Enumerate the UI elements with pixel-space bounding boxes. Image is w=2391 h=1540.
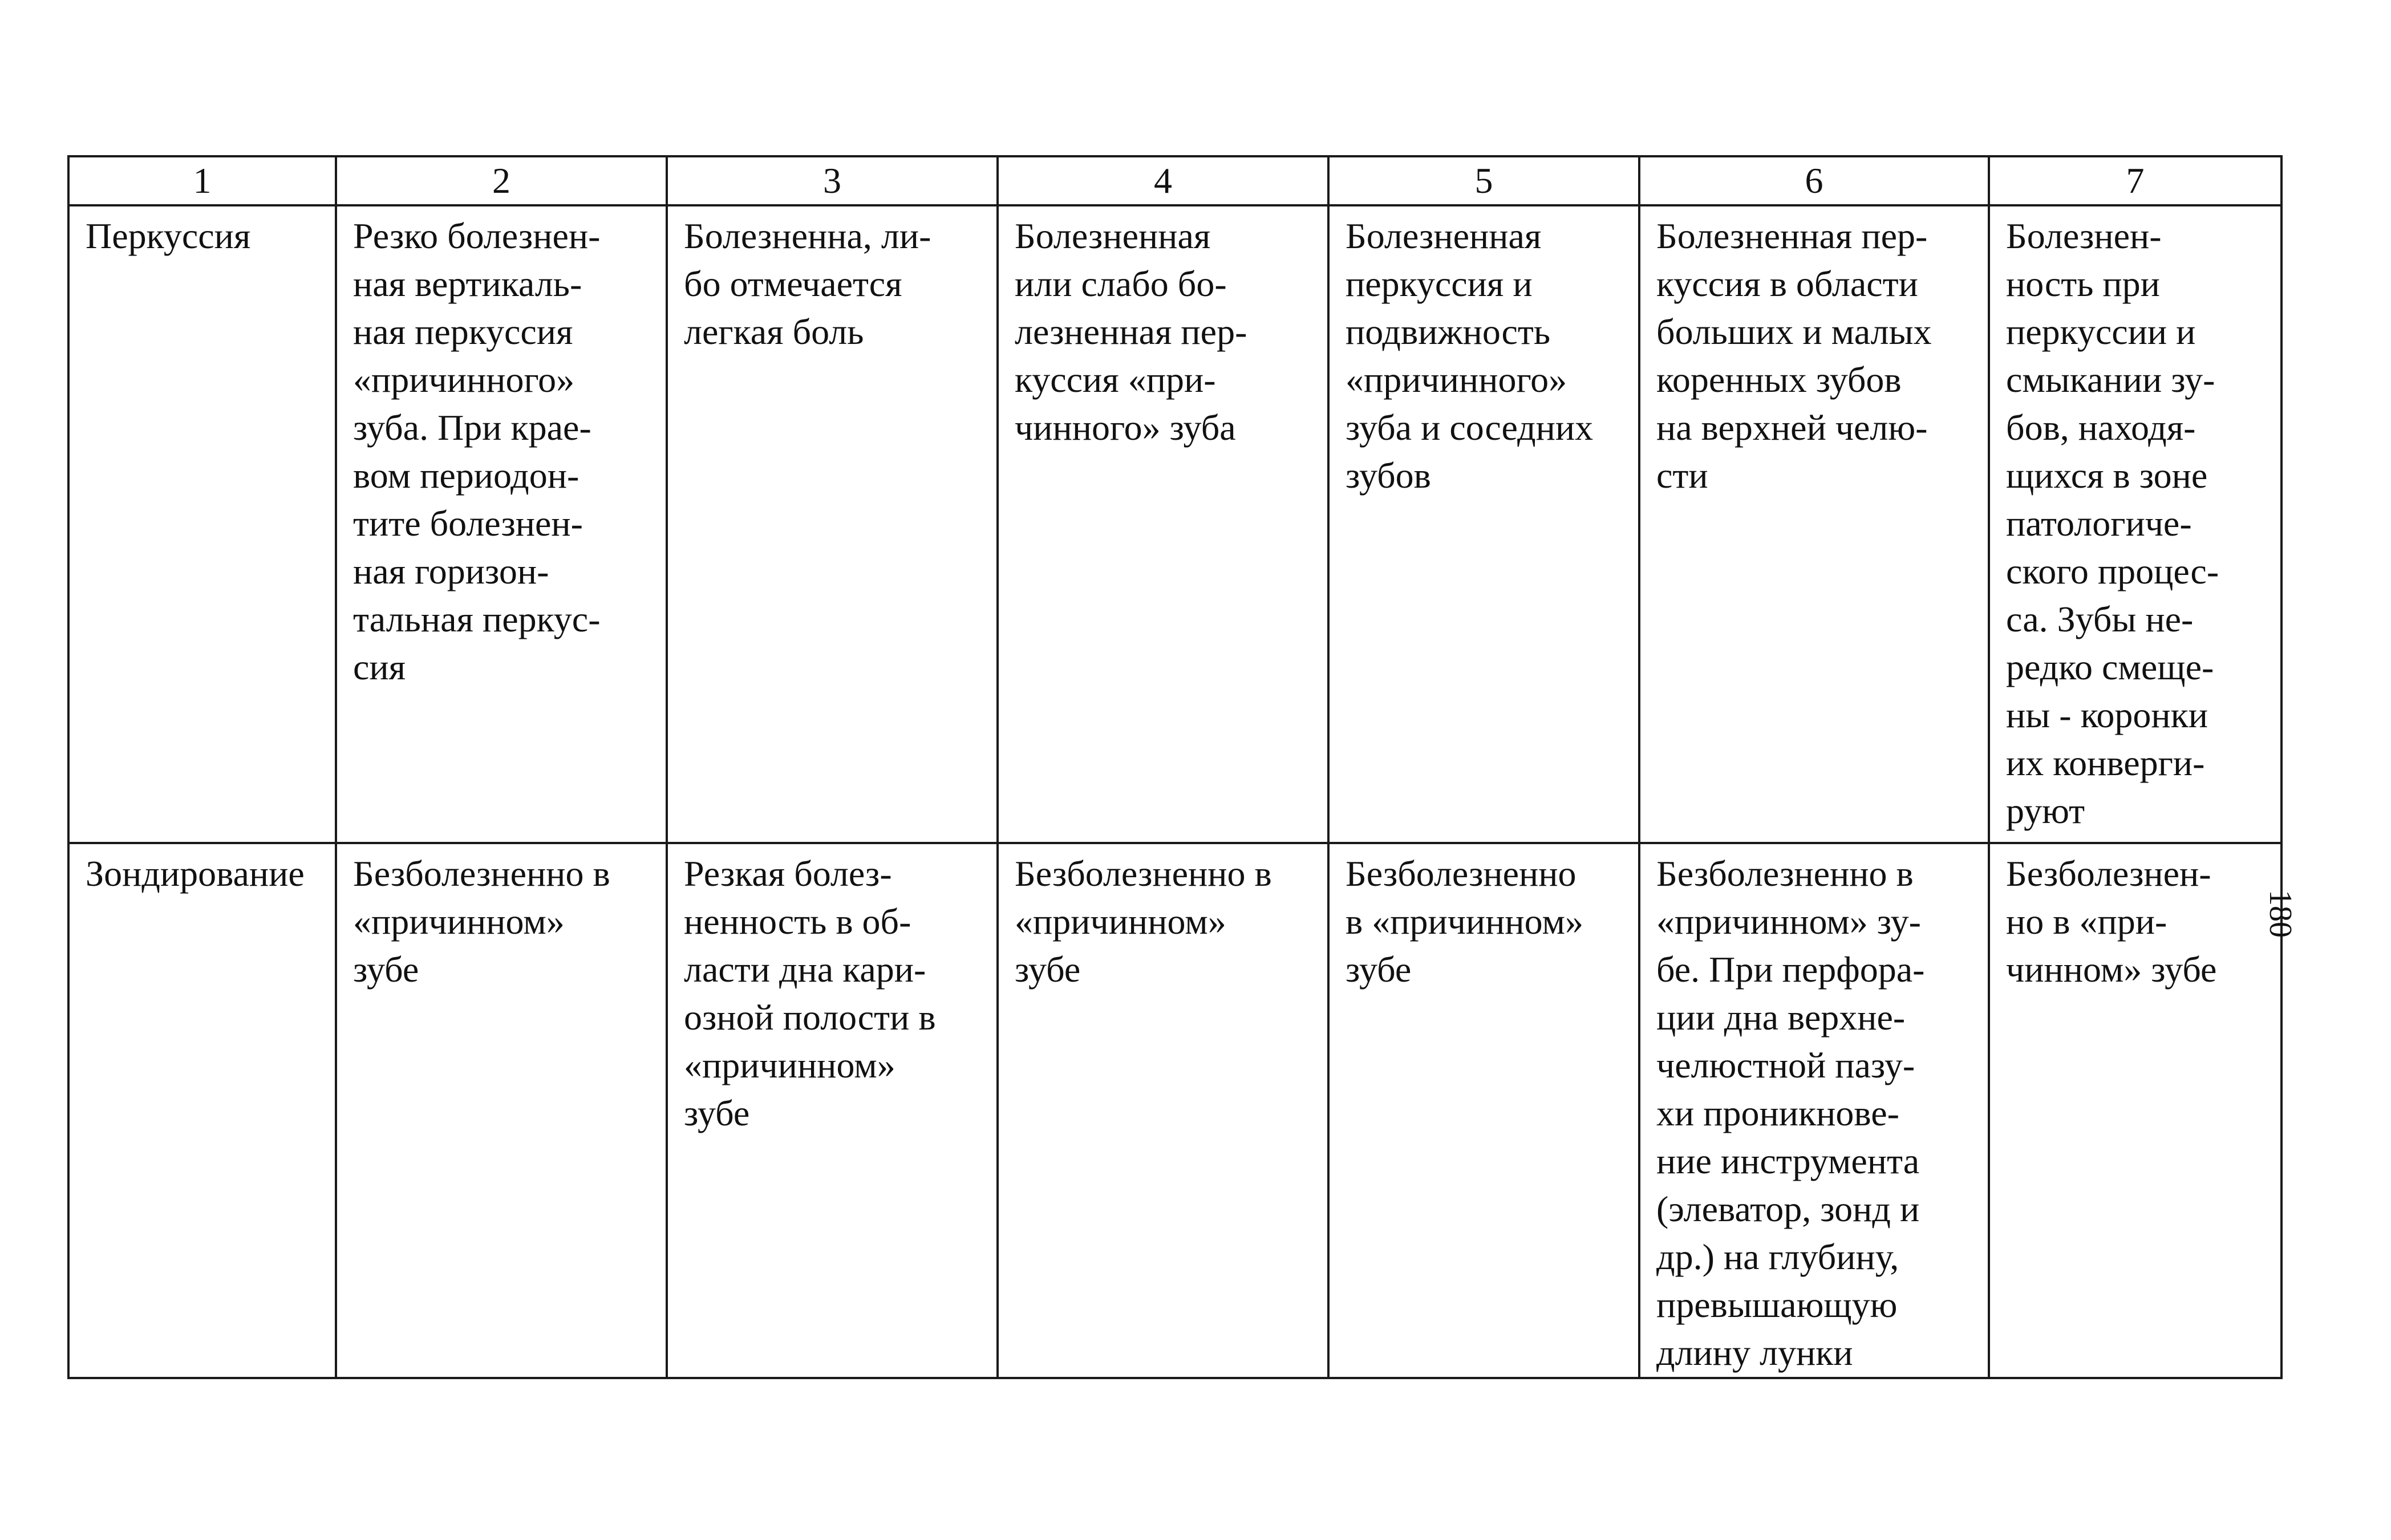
column-number-3: 3 [667, 156, 998, 205]
table-cell: Безболезненно в «причинном» зубе [336, 843, 667, 1378]
column-number-7: 7 [1989, 156, 2281, 205]
table-cell: Безболезненно в «причинном» зу- бе. При перфора- ции дна верхне- челюстной пазу- хи проникнове- ние инструмента (элеватор, зонд и др.) на глубину, превышающую длину лунки [1639, 843, 1989, 1378]
column-number-4: 4 [998, 156, 1328, 205]
column-number-6: 6 [1639, 156, 1989, 205]
table-cell: Болезненная или слабо бо- лезненная пер- куссия «при- чинного» зуба [998, 205, 1328, 843]
row-label-probing: Зондирование [68, 843, 336, 1378]
row-label-percussion: Перкуссия [68, 205, 336, 843]
table-cell: Болезненная пер- куссия в области больших и малых коренных зубов на верхней челю- сти [1639, 205, 1989, 843]
table-header-row [68, 156, 2281, 205]
table-row-probing [68, 843, 2281, 1378]
table-cell: Безболезненно в «причинном» зубе [1328, 843, 1639, 1378]
table-cell: Болезненна, ли- бо отмечается легкая боль [667, 205, 998, 843]
table-cell: Болезненная перкуссия и подвижность «причинного» зуба и соседних зубов [1328, 205, 1639, 843]
table-cell: Болезнен- ность при перкуссии и смыкании зу- бов, находя- щихся в зоне патологиче- ского процес- са. Зубы не- редко смеще- ны - коронки их конверги- руют [1989, 205, 2281, 843]
column-number-2: 2 [336, 156, 667, 205]
table-cell: Резкая болез- ненность в об- ласти дна кари- озной полости в «причинном» зубе [667, 843, 998, 1378]
column-number-1: 1 [68, 156, 336, 205]
table-cell: Безболезненно в «причинном» зубе [998, 843, 1328, 1378]
table-cell: Резко болезнен- ная вертикаль- ная перкуссия «причинного» зуба. При крае- вом периодон- тите болезнен- ная горизон- тальная перкус- сия [336, 205, 667, 843]
clinical-comparison-table [67, 155, 2283, 1379]
table-cell: Безболезнен- но в «при- чинном» зубе [1989, 843, 2281, 1378]
table-row-percussion [68, 205, 2281, 843]
page-number: 180 [2263, 890, 2298, 938]
column-number-5: 5 [1328, 156, 1639, 205]
